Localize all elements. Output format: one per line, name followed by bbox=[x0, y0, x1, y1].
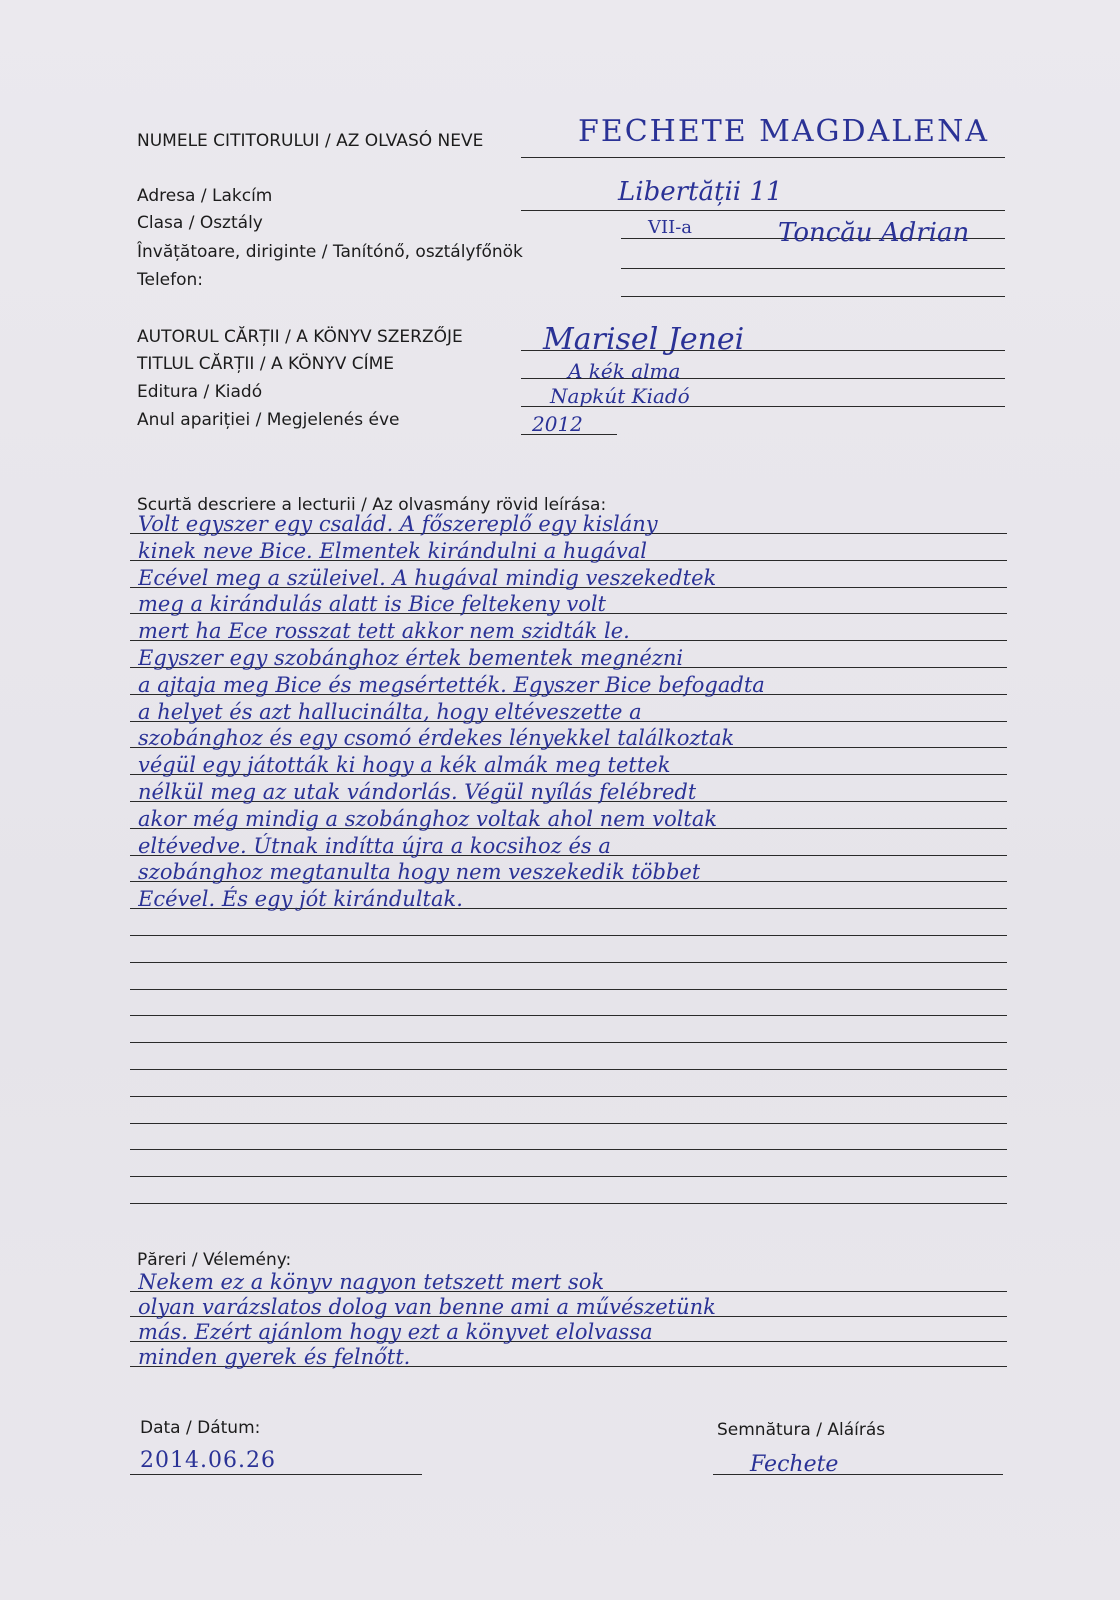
address-label: Adresa / Lakcím bbox=[137, 186, 273, 206]
date-line bbox=[130, 1474, 422, 1475]
handwritten-line: szobánghoz megtanulta hogy nem veszekedik többet bbox=[138, 860, 701, 885]
phone-label: Telefon: bbox=[137, 270, 204, 290]
ruled-line bbox=[130, 935, 1007, 936]
handwritten-line: meg a kirándulás alatt is Bice feltekeny volt bbox=[138, 592, 606, 617]
handwritten-line: Egyszer egy szobánghoz értek bementek megnézni bbox=[138, 646, 684, 670]
teacher-value: Toncău Adrian bbox=[778, 218, 970, 248]
handwritten-line: végül egy játották ki hogy a kék almák meg tettek bbox=[138, 753, 671, 778]
opinion-label: Păreri / Vélemény: bbox=[137, 1250, 292, 1270]
ruled-line bbox=[130, 1149, 1007, 1150]
signature-label: Semnătura / Aláírás bbox=[717, 1420, 886, 1440]
class-label: Clasa / Osztály bbox=[137, 213, 263, 233]
handwritten-line: Volt egyszer egy család. A főszereplő egy kislány bbox=[138, 512, 658, 536]
handwritten-line: eltévedve. Útnak indítta újra a kocsihoz és a bbox=[138, 833, 611, 858]
handwritten-line: Nekem ez a könyv nagyon tetszett mert sok bbox=[138, 1270, 605, 1294]
title-line bbox=[521, 378, 1005, 379]
handwritten-line: Ecével meg a szüleivel. A hugával mindig veszekedtek bbox=[138, 565, 717, 590]
teacher-line bbox=[621, 268, 1005, 269]
ruled-line bbox=[130, 1096, 1007, 1097]
ruled-line bbox=[130, 1176, 1007, 1177]
ruled-line bbox=[130, 1203, 1007, 1204]
date-label: Data / Dátum: bbox=[140, 1418, 261, 1438]
year-label: Anul apariției / Megjelenés éve bbox=[137, 410, 400, 430]
teacher-label: Învățătoare, diriginte / Tanítónő, osztályfőnök bbox=[137, 242, 523, 262]
handwritten-line: a ajtaja meg Bice és megsértették. Egyszer Bice befogadta bbox=[138, 672, 765, 697]
title-label: TITLUL CĂRȚII / A KÖNYV CÍME bbox=[137, 354, 395, 374]
date-value: 2014.06.26 bbox=[140, 1448, 276, 1473]
reader-name-label: NUMELE CITITORULUI / AZ OLVASÓ NEVE bbox=[137, 131, 484, 151]
handwritten-line: olyan varázslatos dolog van benne ami a művészetünk bbox=[138, 1295, 716, 1319]
handwritten-line: nélkül meg az utak vándorlás. Végül nyílás felébredt bbox=[138, 780, 697, 804]
handwritten-line: akor még mindig a szobánghoz voltak ahol nem voltak bbox=[138, 806, 718, 831]
handwritten-line: kinek neve Bice. Elmentek kirándulni a hugával bbox=[138, 538, 648, 563]
author-value: Marisel Jenei bbox=[543, 322, 745, 357]
address-value: Libertății 11 bbox=[618, 177, 783, 207]
publisher-value: Napkút Kiadó bbox=[550, 384, 690, 408]
publisher-line bbox=[521, 406, 1005, 407]
author-line bbox=[521, 350, 1005, 351]
handwritten-line: más. Ezért ajánlom hogy ezt a könyvet elolvassa bbox=[138, 1320, 653, 1344]
handwritten-line: mert ha Ece rosszat tett akkor nem szidták le. bbox=[138, 619, 630, 644]
address-line bbox=[521, 210, 1005, 211]
class-value: VII-a bbox=[648, 217, 693, 238]
author-label: AUTORUL CĂRȚII / A KÖNYV SZERZŐJE bbox=[137, 327, 463, 347]
year-line bbox=[521, 434, 617, 435]
publisher-label: Editura / Kiadó bbox=[137, 382, 263, 402]
handwritten-line: minden gyerek és felnőtt. bbox=[138, 1345, 411, 1369]
ruled-line bbox=[130, 1069, 1007, 1070]
ruled-line bbox=[130, 989, 1007, 990]
year-value: 2012 bbox=[532, 412, 583, 436]
handwritten-line: szobánghoz és egy csomó érdekes lényekkel találkoztak bbox=[138, 726, 735, 751]
reader-name-line bbox=[521, 157, 1005, 158]
ruled-line bbox=[130, 1123, 1007, 1124]
ruled-line bbox=[130, 1015, 1007, 1016]
signature-value: Fechete bbox=[750, 1452, 839, 1477]
ruled-line bbox=[130, 1042, 1007, 1043]
signature-line bbox=[713, 1474, 1003, 1475]
ruled-line bbox=[130, 962, 1007, 963]
reader-name-value: FECHETE MAGDALENA bbox=[578, 114, 989, 149]
title-value: A kék alma bbox=[568, 359, 681, 383]
summary-label: Scurtă descriere a lecturii / Az olvasmány rövid leírása: bbox=[137, 495, 607, 515]
handwritten-line: Ecével. És egy jót kirándultak. bbox=[138, 887, 463, 912]
phone-line bbox=[621, 296, 1005, 297]
handwritten-line: a helyet és azt hallucinálta, hogy eltéveszette a bbox=[138, 699, 642, 724]
